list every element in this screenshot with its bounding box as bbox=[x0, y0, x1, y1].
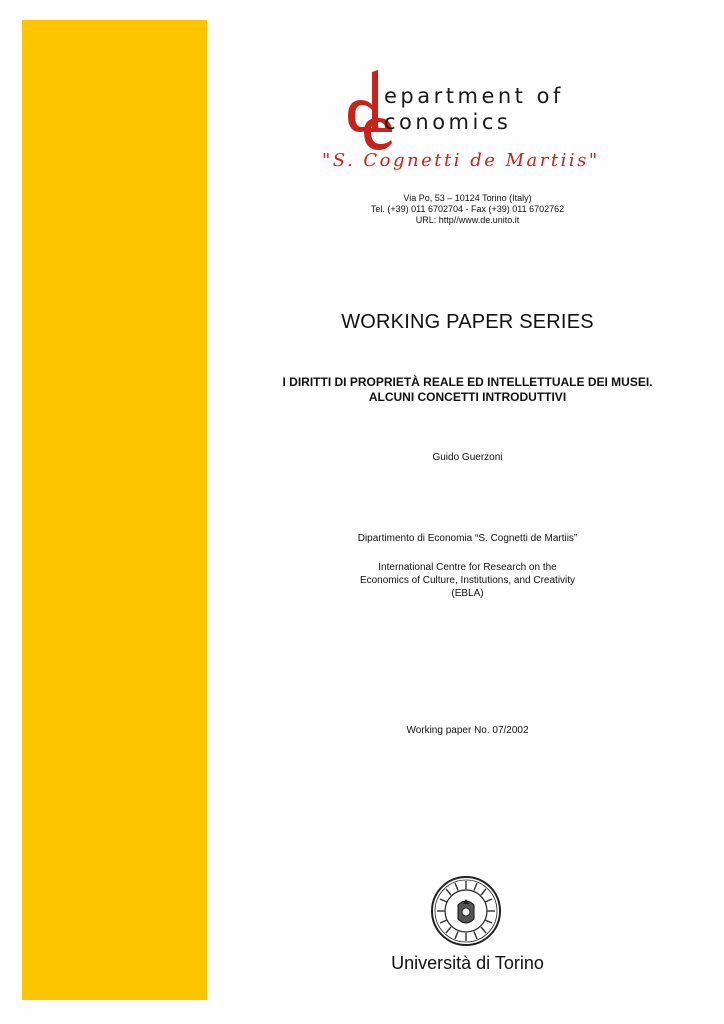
affiliation-department: Dipartimento di Economia “S. Cognetti de Martiis” bbox=[357, 533, 578, 544]
university-name: Università di Torino bbox=[391, 953, 544, 973]
paper-title-line-1: I DIRITTI DI PROPRIETÀ REALE ED INTELLETTUALE DEI MUSEI. bbox=[282, 375, 653, 389]
logo-line-department: epartment of bbox=[384, 84, 564, 108]
address-street: Via Po, 53 – 10124 Torino (Italy) bbox=[403, 193, 532, 203]
affiliation-centre bbox=[230, 561, 705, 600]
author-name: Guido Guerzoni bbox=[432, 452, 503, 463]
affiliation-centre-line-2: Economics of Culture, Institutions, and Creativity bbox=[359, 575, 576, 586]
department-address bbox=[230, 193, 705, 226]
series-heading: WORKING PAPER SERIES bbox=[341, 311, 594, 333]
address-phone: Tel. (+39) 011 6702704 - Fax (+39) 011 6702762 bbox=[370, 204, 565, 214]
working-paper-number: Working paper No. 07/2002 bbox=[406, 725, 529, 736]
department-logo bbox=[340, 64, 600, 156]
affiliation-centre-line-1: International Centre for Research on the bbox=[378, 562, 557, 573]
yellow-side-band bbox=[22, 20, 207, 1000]
cover-content bbox=[230, 0, 705, 1024]
affiliation-centre-line-3: (EBLA) bbox=[451, 588, 484, 599]
department-subname: "S. Cognetti de Martiis" bbox=[322, 150, 600, 171]
logo-line-economics: conomics bbox=[384, 110, 512, 134]
university-seal-icon bbox=[430, 875, 502, 947]
de-monogram-icon bbox=[342, 66, 402, 152]
address-url: URL: http//www.de.unito.it bbox=[415, 215, 520, 225]
paper-title bbox=[230, 375, 705, 405]
paper-title-line-2: ALCUNI CONCETTI INTRODUTTIVI bbox=[368, 390, 567, 404]
